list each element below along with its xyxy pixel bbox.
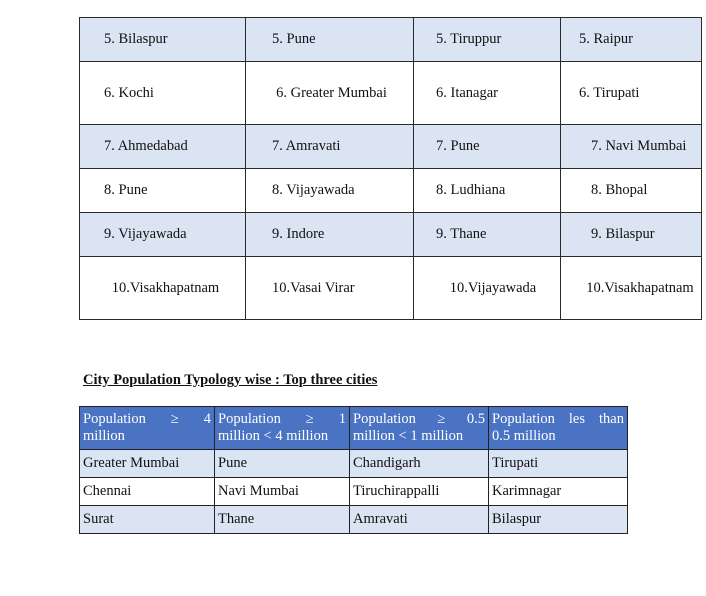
table-cell: 6. Itanagar bbox=[414, 62, 561, 125]
table-cell: 9. Vijayawada bbox=[80, 213, 246, 257]
table-cell: 8. Bhopal bbox=[561, 169, 702, 213]
table-cell: 6. Greater Mumbai bbox=[246, 62, 414, 125]
table-cell: 5. Tiruppur bbox=[414, 18, 561, 62]
table-row bbox=[80, 257, 702, 320]
table-cell: 10.Visakhapatnam bbox=[80, 257, 246, 320]
table-cell: Karimnagar bbox=[489, 478, 628, 506]
table-cell: 8. Pune bbox=[80, 169, 246, 213]
table-cell: Pune bbox=[215, 450, 350, 478]
table-cell: 6. Tirupati bbox=[561, 62, 702, 125]
table-cell: Surat bbox=[80, 506, 215, 534]
city-rank-table bbox=[79, 17, 702, 320]
table-row bbox=[80, 506, 628, 534]
table-row bbox=[80, 18, 702, 62]
table-cell: Tirupati bbox=[489, 450, 628, 478]
table-cell: 7. Navi Mumbai bbox=[561, 125, 702, 169]
table-row bbox=[80, 169, 702, 213]
table-row bbox=[80, 62, 702, 125]
column-header: Population ≥ 4 million bbox=[80, 407, 215, 450]
table-cell: 10.Vasai Virar bbox=[246, 257, 414, 320]
table-cell: 10.Visakhapatnam bbox=[561, 257, 702, 320]
table-cell: Tiruchirappalli bbox=[350, 478, 489, 506]
table-cell: 6. Kochi bbox=[80, 62, 246, 125]
table-cell: 10.Vijayawada bbox=[414, 257, 561, 320]
table-cell: Chandigarh bbox=[350, 450, 489, 478]
table-row bbox=[80, 213, 702, 257]
table-cell: Amravati bbox=[350, 506, 489, 534]
table-cell: 5. Bilaspur bbox=[80, 18, 246, 62]
table-header-row bbox=[80, 407, 628, 450]
section-heading: City Population Typology wise : Top three cities bbox=[83, 372, 378, 388]
table-cell: 5. Raipur bbox=[561, 18, 702, 62]
column-header: Population ≥ 1 million < 4 million bbox=[215, 407, 350, 450]
table-row bbox=[80, 478, 628, 506]
table-row bbox=[80, 450, 628, 478]
table-cell: Thane bbox=[215, 506, 350, 534]
table-cell: 9. Indore bbox=[246, 213, 414, 257]
table-cell: 7. Ahmedabad bbox=[80, 125, 246, 169]
table-cell: Navi Mumbai bbox=[215, 478, 350, 506]
table-cell: 5. Pune bbox=[246, 18, 414, 62]
table-cell: Greater Mumbai bbox=[80, 450, 215, 478]
table-cell: Chennai bbox=[80, 478, 215, 506]
table-cell: 9. Bilaspur bbox=[561, 213, 702, 257]
table-row bbox=[80, 125, 702, 169]
table-cell: 8. Ludhiana bbox=[414, 169, 561, 213]
typology-table bbox=[79, 406, 628, 534]
table-cell: Bilaspur bbox=[489, 506, 628, 534]
column-header: Population ≥ 0.5 million < 1 million bbox=[350, 407, 489, 450]
table-cell: 9. Thane bbox=[414, 213, 561, 257]
table-cell: 7. Pune bbox=[414, 125, 561, 169]
table-cell: 7. Amravati bbox=[246, 125, 414, 169]
column-header: Population les than 0.5 million bbox=[489, 407, 628, 450]
table-cell: 8. Vijayawada bbox=[246, 169, 414, 213]
